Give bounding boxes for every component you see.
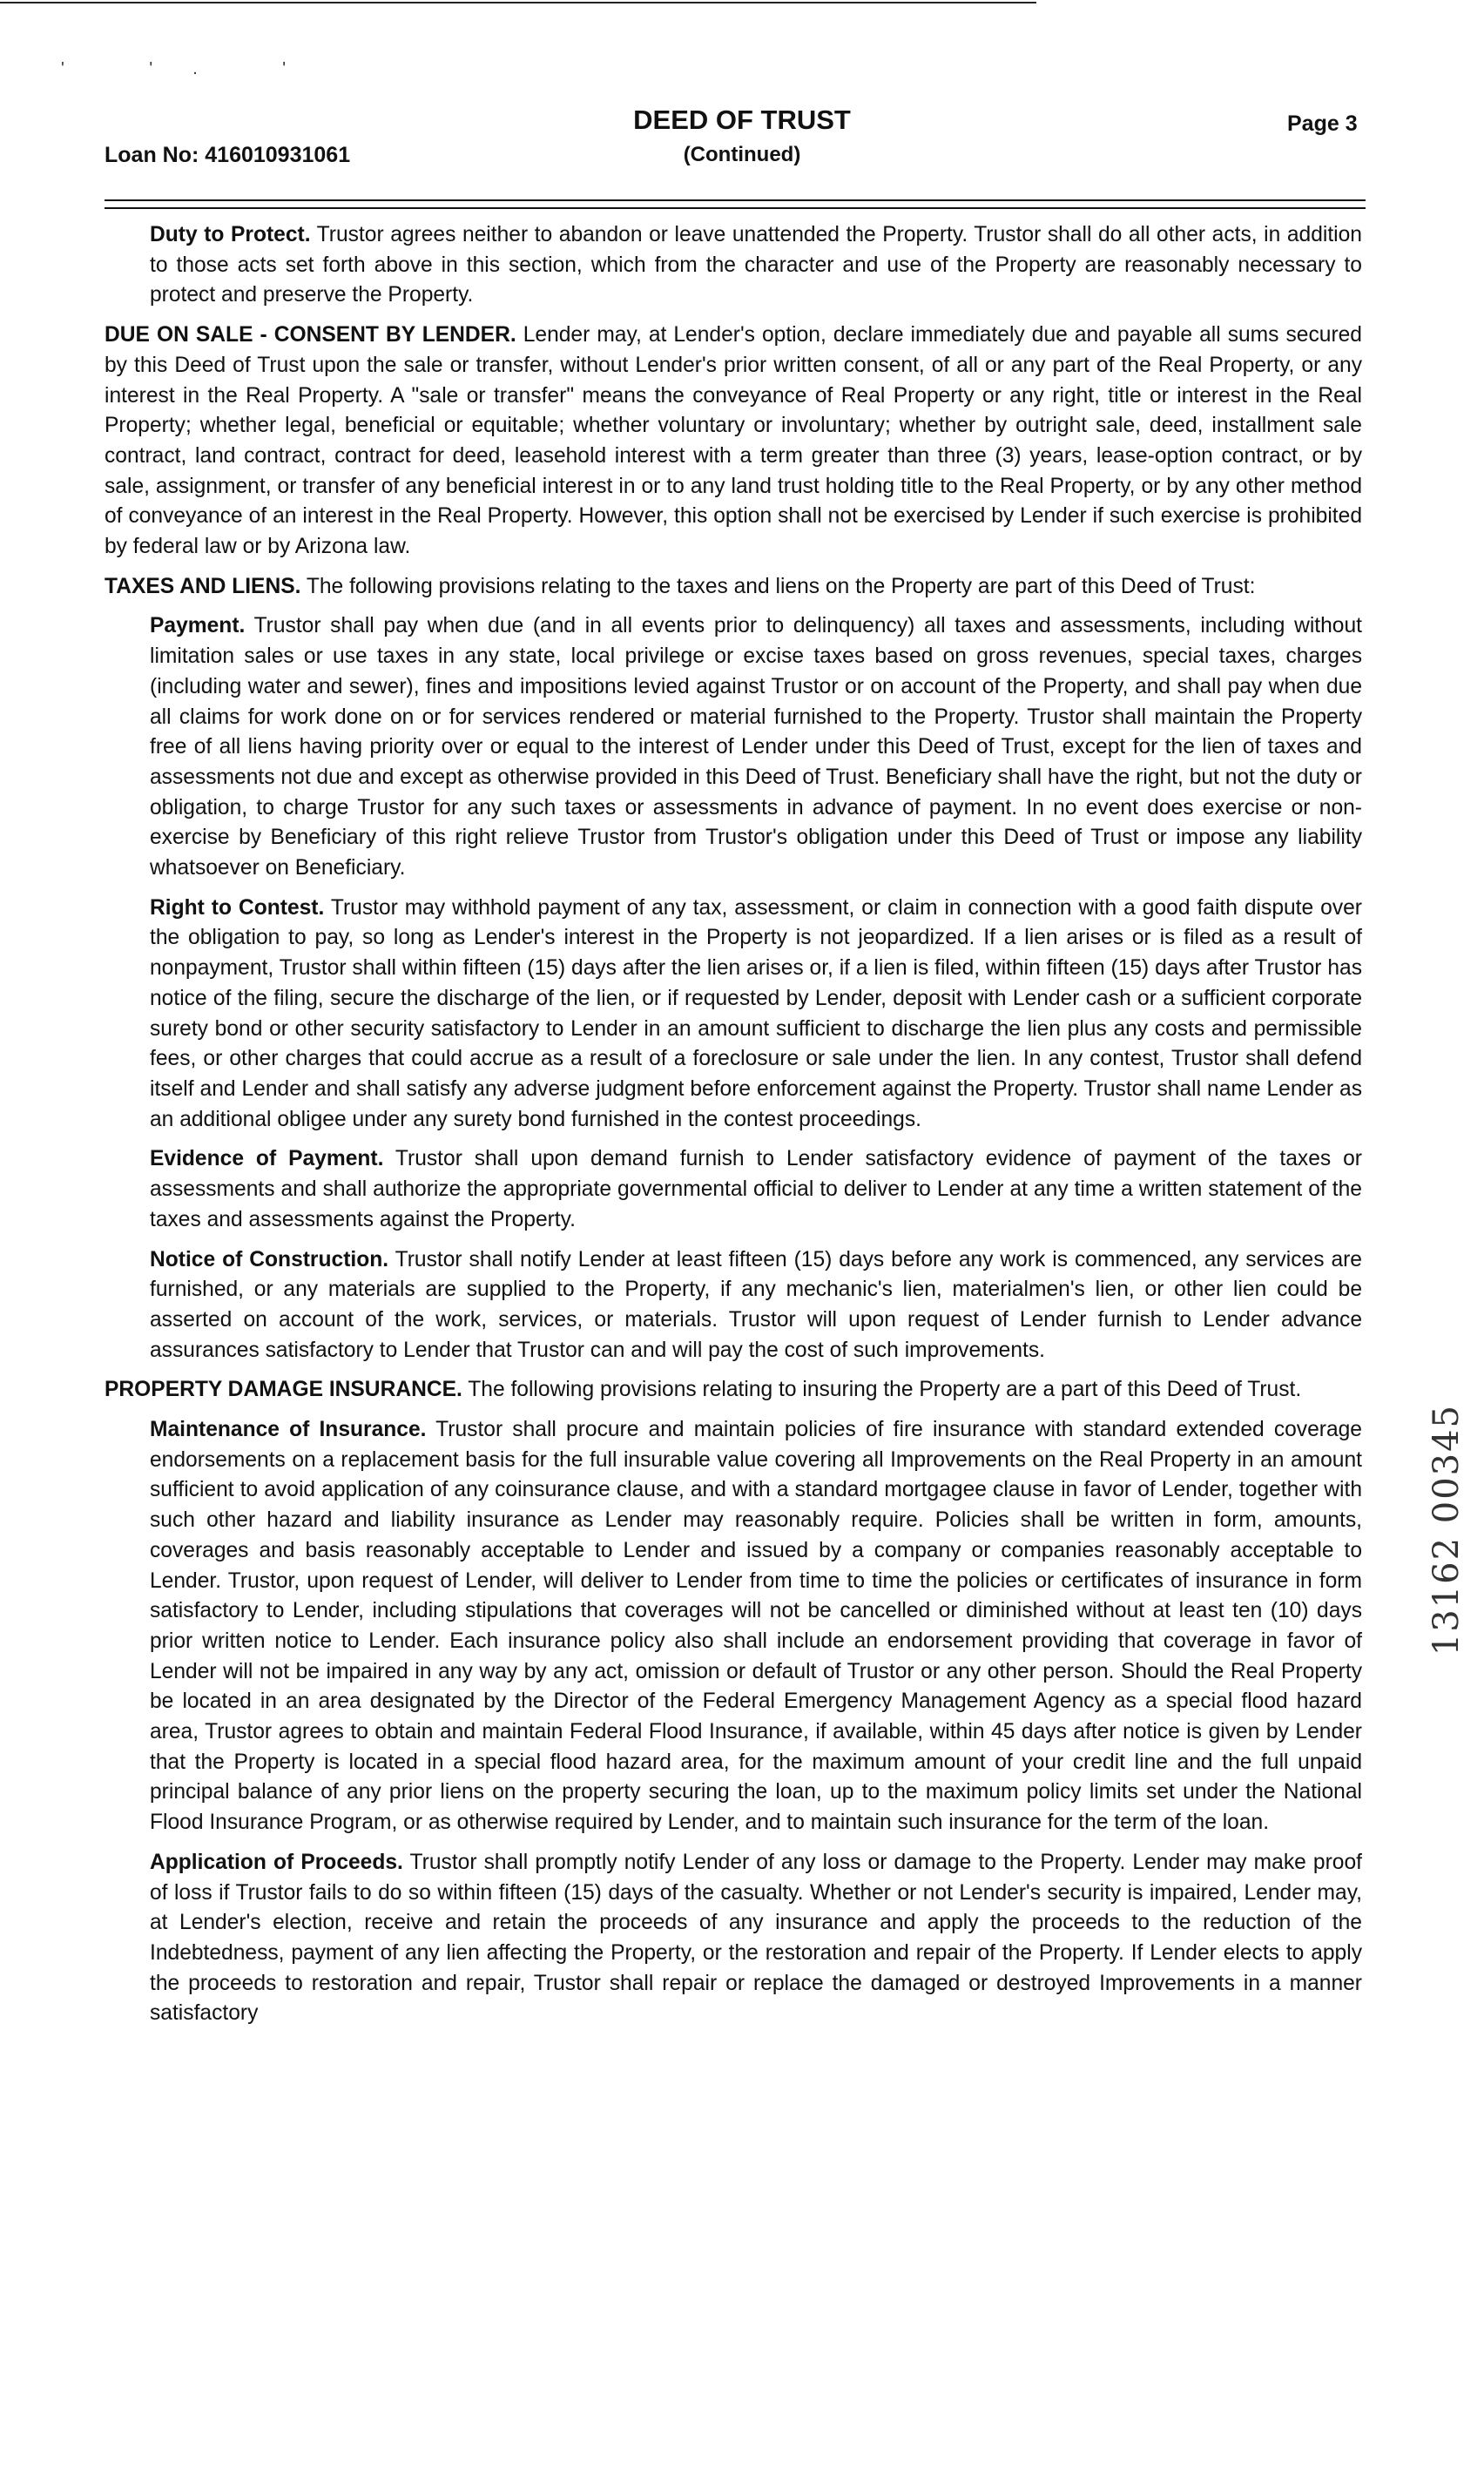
- section-text: The following provisions relating to insuring the Property are a part of this Deed of Trust.: [462, 1378, 1302, 1402]
- section-right-to-contest: [150, 894, 1362, 1136]
- section-heading: TAXES AND LIENS.: [105, 574, 301, 598]
- section-text: Trustor shall upon demand furnish to Lender satisfactory evidence of payment of the taxes or assessments and shall authorize the appropriate governmental official to deliver to Lender at any time a written statement of the taxes and assessments against the Property.: [150, 1147, 1362, 1231]
- section-evidence-of-payment: [150, 1144, 1362, 1235]
- section-heading: Application of Proceeds.: [150, 1850, 403, 1874]
- section-text: Trustor shall pay when due (and in all events prior to delinquency) all taxes and assessments, including without limitation sales or use taxes in any state, local privilege or excise taxes based on gross revenues, special taxes, charges (including water and sewer), fines and impositions levied against Trustor or on account of the Property, and shall pay when due all claims for work done on or for services rendered or material furnished to the Property. Trustor shall maintain the Property free of all liens having priority over or equal to the interest of Lender under this Deed of Trust, except for the lien of taxes and assessments not due and except as otherwise provided in this Deed of Trust. Beneficiary shall have the right, but not the duty or obligation, to charge Trustor for any such taxes or assessments in advance of payment. In no event does exercise or non-exercise by Beneficiary of this right relieve Trustor from Trustor's obligation under this Deed of Trust or impose any liability whatsoever on Beneficiary.: [150, 614, 1362, 880]
- section-heading: PROPERTY DAMAGE INSURANCE.: [105, 1378, 462, 1402]
- section-heading: Evidence of Payment.: [150, 1147, 384, 1171]
- continued-label: (Continued): [683, 143, 801, 166]
- section-due-on-sale: [105, 320, 1362, 563]
- scan-specks: ' '. ': [61, 59, 327, 78]
- section-taxes-and-liens: [105, 572, 1362, 603]
- page-number: Page 3: [1287, 111, 1358, 136]
- section-text: Lender may, at Lender's option, declare immediately due and payable all sums secured by this Deed of Trust upon the sale or transfer, without Lender's prior written consent, of all or any part of the Real Property, or any interest in the Real Property. A "sale or transfer" means the conveyance of Real Property or any right, title or interest in the Real Property; whether legal, beneficial or equitable; whether voluntary or involuntary; whether by outright sale, deed, installment sale contract, land contract, contract for deed, leasehold interest with a term greater than three (3) years, lease-option contract, or by sale, assignment, or transfer of any beneficial interest in or to any land trust holding title to the Real Property, or by any other method of conveyance of an interest in the Real Property. However, this option shall not be exercised by Lender if such exercise is prohibited by federal law or by Arizona law.: [105, 323, 1362, 559]
- section-heading: Right to Contest.: [150, 895, 325, 920]
- section-text: Trustor agrees neither to abandon or leave unattended the Property. Trustor shall do all other acts, in addition to those acts set forth above in this section, which from the character and use of the Property are reasonably necessary to protect and preserve the Property.: [150, 223, 1362, 307]
- section-heading: Maintenance of Insurance.: [150, 1418, 427, 1442]
- header-rule-bottom: [105, 207, 1366, 209]
- section-property-damage-insurance: [105, 1375, 1362, 1406]
- section-heading: DUE ON SALE - CONSENT BY LENDER.: [105, 323, 516, 347]
- section-duty-to-protect: [150, 220, 1362, 311]
- section-text: Trustor shall procure and maintain policies of fire insurance with standard extended coverage endorsements on a replacement basis for the full insurable value covering all Improvements on the Real Property in an amount sufficient to avoid application of any coinsurance clause, and with a standard mortgagee clause in favor of Lender, together with such other hazard and liability insurance as Lender may reasonably require. Policies shall be written in form, amounts, coverages and basis reasonably acceptable to Lender and issued by a company or companies reasonably acceptable to Lender. Trustor, upon request of Lender, will deliver to Lender from time to time the policies or certificates of insurance in form satisfactory to Lender, including stipulations that coverages will not be cancelled or diminished without at least ten (10) days prior written notice to Lender. Each insurance policy also shall include an endorsement providing that coverage in favor of Lender will not be impaired in any way by any act, omission or default of Trustor or any other person. Should the Real Property be located in an area designated by the Director of the Federal Emergency Management Agency as a special flood hazard area, Trustor agrees to obtain and maintain Federal Flood Insurance, if available, within 45 days after notice is given by Lender that the Property is located in a special flood hazard area, for the maximum amount of your credit line and the full unpaid principal balance of any prior liens on the property securing the loan, up to the maximum policy limits set under the National Flood Insurance Program, or as otherwise required by Lender, and to maintain such insurance for the term of the loan.: [150, 1418, 1362, 1835]
- top-scan-line: [0, 2, 1036, 3]
- section-heading: Notice of Construction.: [150, 1247, 389, 1271]
- section-payment: [150, 611, 1362, 883]
- section-maintenance-of-insurance: [150, 1415, 1362, 1838]
- section-text: The following provisions relating to the taxes and liens on the Property are part of this Deed of Trust:: [300, 574, 1256, 598]
- section-text: Trustor shall notify Lender at least fifteen (15) days before any work is commenced, any services are furnished, or any materials are supplied to the Property, if any mechanic's lien, materialmen's lien, or other lien could be asserted on account of the work, services, or materials. Trustor will upon request of Lender furnish to Lender advance assurances satisfactory to Lender that Trustor can and will pay the cost of such improvements.: [150, 1247, 1362, 1362]
- section-text: Trustor may withhold payment of any tax, assessment, or claim in connection with a good faith dispute over the obligation to pay, so long as Lender's interest in the Property is not jeopardized. If a lien arises or is filed as a result of nonpayment, Trustor shall within fifteen (15) days after the lien arises or, if a lien is filed, within fifteen (15) days after Trustor has notice of the filing, secure the discharge of the lien, or if requested by Lender, deposit with Lender cash or a sufficient corporate surety bond or other security satisfactory to Lender in an amount sufficient to discharge the lien plus any costs and permissible fees, or other charges that could accrue as a result of a foreclosure or sale under the lien. In any contest, Trustor shall defend itself and Lender and shall satisfy any adverse judgment before enforcement against the Property. Trustor shall name Lender as an additional obligee under any surety bond furnished in the contest proceedings.: [150, 895, 1362, 1131]
- section-heading: Duty to Protect.: [150, 223, 311, 246]
- header-rule-top: [105, 199, 1366, 201]
- document-body: [105, 220, 1362, 2039]
- recording-stamp: 13162 00345: [1427, 1404, 1467, 1656]
- section-text: Trustor shall promptly notify Lender of any loss or damage to the Property. Lender may make proof of loss if Trustor fails to do so within fifteen (15) days of the casualty. Whether or not Lender's security is impaired, Lender may, at Lender's election, receive and retain the proceeds of any insurance and apply the proceeds to the reduction of the Indebtedness, payment of any lien affecting the Property, or the restoration and repair of the Property. If Lender elects to apply the proceeds to restoration and repair, Trustor shall repair or replace the damaged or destroyed Improvements in a manner satisfactory: [150, 1850, 1362, 2026]
- loan-number: Loan No: 416010931061: [105, 143, 351, 167]
- section-heading: Payment.: [150, 614, 246, 638]
- document-title: DEED OF TRUST: [633, 105, 851, 135]
- section-notice-of-construction: [150, 1245, 1362, 1366]
- section-application-of-proceeds: [150, 1848, 1362, 2029]
